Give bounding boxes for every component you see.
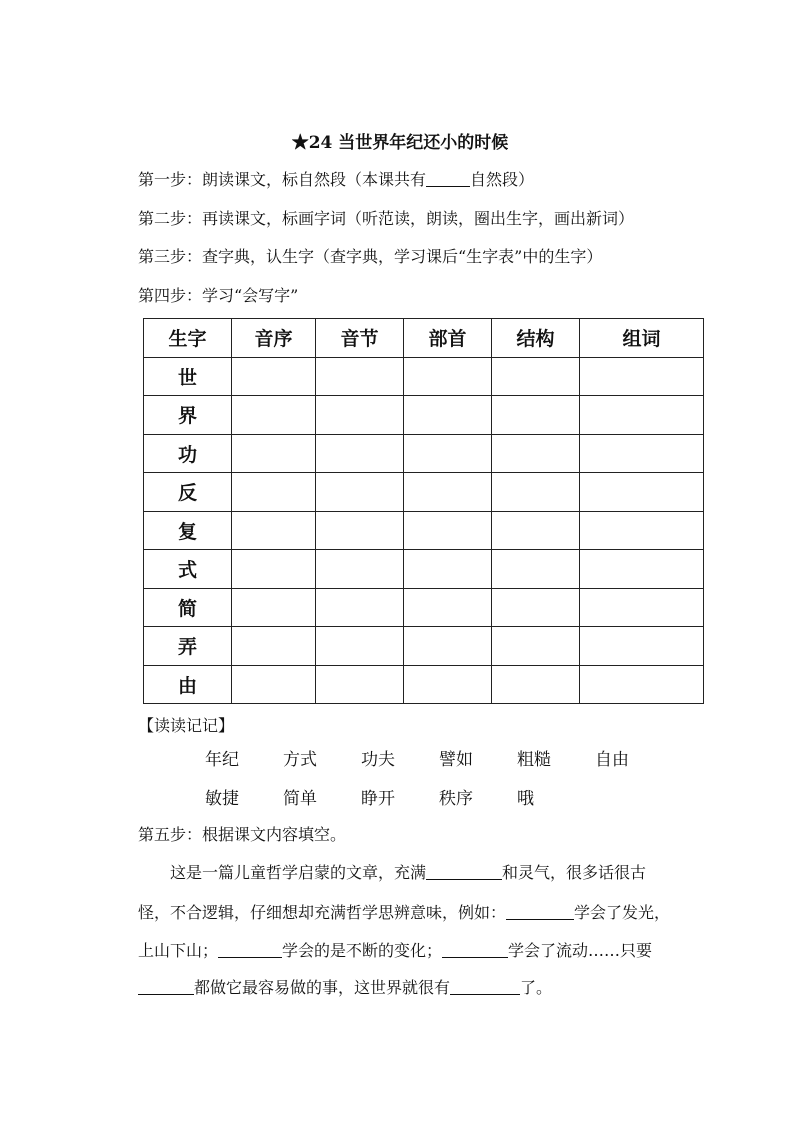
word-cell[interactable] — [580, 550, 704, 589]
syllable-cell[interactable] — [316, 665, 404, 704]
para-text: 都做它最容易做的事，这世界就很有 — [194, 978, 451, 997]
radical-cell[interactable] — [404, 511, 492, 550]
fill-paragraph-line-3 — [138, 938, 718, 961]
radical-cell[interactable] — [404, 627, 492, 666]
answer-blank-3[interactable] — [218, 941, 282, 958]
char-cell: 功 — [144, 434, 232, 473]
para-text: 上山下山； — [138, 941, 219, 960]
pinyin-initial-cell[interactable] — [232, 434, 316, 473]
step-one — [138, 167, 534, 190]
table-row — [144, 511, 704, 550]
para-text: 学会了发光， — [574, 903, 671, 922]
structure-cell[interactable] — [492, 434, 580, 473]
word-cell[interactable] — [580, 396, 704, 435]
header-cell: 组词 — [580, 319, 704, 358]
para-text: 学会了流动……只要 — [508, 941, 653, 960]
char-cell: 简 — [144, 588, 232, 627]
syllable-cell[interactable] — [316, 550, 404, 589]
vocab-word: 自由 — [595, 750, 629, 770]
word-row-2 — [205, 784, 578, 809]
word-cell[interactable] — [580, 511, 704, 550]
step-three: 第三步：查字典，认生字（查字典，学习课后“生字表”中的生字） — [138, 247, 603, 266]
para-text: 学会的是不断的变化； — [282, 941, 443, 960]
pinyin-initial-cell[interactable] — [232, 550, 316, 589]
word-cell[interactable] — [580, 665, 704, 704]
fill-paragraph-line-4 — [138, 975, 718, 998]
pinyin-initial-cell[interactable] — [232, 357, 316, 396]
header-cell: 音节 — [316, 319, 404, 358]
paragraph-count-blank[interactable] — [426, 170, 470, 187]
para-text: 了。 — [520, 978, 553, 997]
para-text: 这是一篇儿童哲学启蒙的文章，充满 — [170, 863, 427, 882]
vocab-word: 粗糙 — [517, 750, 551, 770]
para-text: 和灵气，很多话很古 — [502, 863, 647, 882]
fill-paragraph-line-2 — [138, 900, 718, 923]
vocab-word: 简单 — [283, 789, 317, 809]
table-row — [144, 627, 704, 666]
header-cell: 结构 — [492, 319, 580, 358]
word-cell[interactable] — [580, 434, 704, 473]
structure-cell[interactable] — [492, 665, 580, 704]
syllable-cell[interactable] — [316, 511, 404, 550]
structure-cell[interactable] — [492, 588, 580, 627]
vocab-word: 年纪 — [205, 750, 239, 770]
radical-cell[interactable] — [404, 588, 492, 627]
vocab-word: 睁开 — [361, 789, 395, 809]
radical-cell[interactable] — [404, 665, 492, 704]
pinyin-initial-cell[interactable] — [232, 473, 316, 512]
step-two: 第二步：再读课文，标画字词（听范读，朗读，圈出生字，画出新词） — [138, 209, 635, 228]
word-cell[interactable] — [580, 588, 704, 627]
step-five-heading: 第五步：根据课文内容填空。 — [138, 825, 347, 844]
word-cell[interactable] — [580, 357, 704, 396]
pinyin-initial-cell[interactable] — [232, 627, 316, 666]
reading-section-title: 【读读记记】 — [138, 716, 235, 735]
para-text: 怪，不合逻辑，仔细想却充满哲学思辨意味，例如： — [138, 903, 507, 922]
radical-cell[interactable] — [404, 434, 492, 473]
table-header-row — [144, 319, 704, 358]
table-row — [144, 434, 704, 473]
syllable-cell[interactable] — [316, 627, 404, 666]
structure-cell[interactable] — [492, 550, 580, 589]
character-table — [143, 318, 704, 704]
vocab-word: 功夫 — [361, 750, 395, 770]
table-row — [144, 665, 704, 704]
step-one-text-b: 自然段） — [470, 170, 535, 189]
structure-cell[interactable] — [492, 511, 580, 550]
table-row — [144, 550, 704, 589]
syllable-cell[interactable] — [316, 396, 404, 435]
table-row — [144, 588, 704, 627]
answer-blank-6[interactable] — [450, 978, 520, 995]
header-cell: 生字 — [144, 319, 232, 358]
answer-blank-2[interactable] — [506, 903, 574, 920]
syllable-cell[interactable] — [316, 473, 404, 512]
table-row — [144, 396, 704, 435]
structure-cell[interactable] — [492, 627, 580, 666]
word-cell[interactable] — [580, 473, 704, 512]
answer-blank-5[interactable] — [138, 978, 194, 995]
vocab-word: 譬如 — [439, 750, 473, 770]
table-row — [144, 357, 704, 396]
answer-blank-1[interactable] — [426, 863, 502, 880]
pinyin-initial-cell[interactable] — [232, 511, 316, 550]
char-cell: 界 — [144, 396, 232, 435]
syllable-cell[interactable] — [316, 434, 404, 473]
word-row-1 — [205, 745, 673, 770]
char-cell: 复 — [144, 511, 232, 550]
pinyin-initial-cell[interactable] — [232, 588, 316, 627]
syllable-cell[interactable] — [316, 588, 404, 627]
page-title: ★24 当世界年纪还小的时候 — [291, 133, 509, 153]
syllable-cell[interactable] — [316, 357, 404, 396]
step-four: 第四步：学习“会写字” — [138, 286, 299, 305]
char-cell: 世 — [144, 357, 232, 396]
char-cell: 弄 — [144, 627, 232, 666]
fill-paragraph-line-1 — [138, 860, 718, 883]
vocab-word: 秩序 — [439, 789, 473, 809]
pinyin-initial-cell[interactable] — [232, 396, 316, 435]
answer-blank-4[interactable] — [442, 941, 508, 958]
radical-cell[interactable] — [404, 396, 492, 435]
radical-cell[interactable] — [404, 473, 492, 512]
char-cell: 由 — [144, 665, 232, 704]
pinyin-initial-cell[interactable] — [232, 665, 316, 704]
radical-cell[interactable] — [404, 357, 492, 396]
structure-cell[interactable] — [492, 357, 580, 396]
structure-cell[interactable] — [492, 473, 580, 512]
vocab-word: 敏捷 — [205, 789, 239, 809]
char-cell: 式 — [144, 550, 232, 589]
header-cell: 音序 — [232, 319, 316, 358]
table-row — [144, 473, 704, 512]
vocab-word: 方式 — [283, 750, 317, 770]
char-cell: 反 — [144, 473, 232, 512]
vocab-word: 哦 — [517, 789, 534, 809]
header-cell: 部首 — [404, 319, 492, 358]
word-cell[interactable] — [580, 627, 704, 666]
structure-cell[interactable] — [492, 396, 580, 435]
step-one-text-a: 第一步：朗读课文，标自然段（本课共有 — [138, 170, 427, 189]
radical-cell[interactable] — [404, 550, 492, 589]
